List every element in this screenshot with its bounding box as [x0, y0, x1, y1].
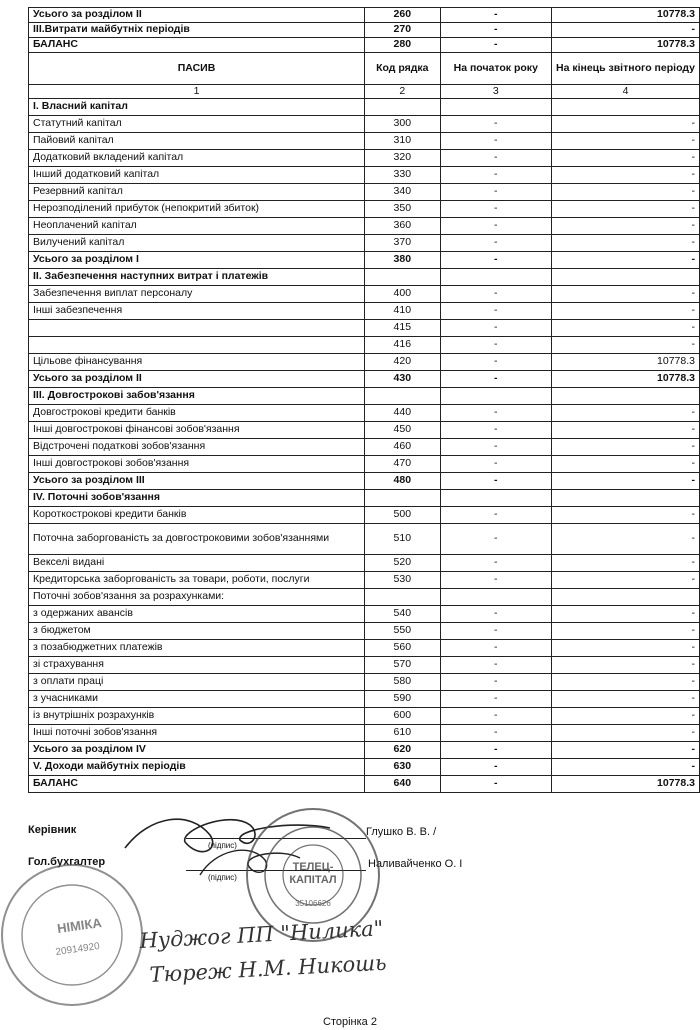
row-start-value: -: [440, 201, 551, 218]
row-start-value: [440, 490, 551, 507]
row-end-value: 10778.3: [551, 38, 699, 53]
table-row: [29, 99, 700, 116]
row-label: Відстрочені податкові зобов'язання: [29, 439, 365, 456]
row-label: Короткострокові кредити банків: [29, 507, 365, 524]
row-label: Статутний капітал: [29, 116, 365, 133]
row-start-value: -: [440, 507, 551, 524]
row-code: 600: [365, 708, 441, 725]
row-start-value: -: [440, 252, 551, 269]
row-code: [365, 99, 441, 116]
row-code: 280: [365, 38, 441, 53]
row-end-value: -: [551, 422, 699, 439]
row-code: 440: [365, 405, 441, 422]
row-code: 520: [365, 555, 441, 572]
row-label: Додатковий вкладений капітал: [29, 150, 365, 167]
column-number-1: 1: [29, 85, 365, 99]
row-label: із внутрішніх розрахунків: [29, 708, 365, 725]
row-code: 410: [365, 303, 441, 320]
row-label: Усього за розділом III: [29, 473, 365, 490]
row-start-value: -: [440, 337, 551, 354]
row-label: з бюджетом: [29, 623, 365, 640]
row-label: Поточні зобов'язання за розрахунками:: [29, 589, 365, 606]
accountant-signature-caption: (підпис): [208, 873, 237, 882]
row-end-value: 10778.3: [551, 776, 699, 793]
row-label: Усього за розділом IV: [29, 742, 365, 759]
row-end-value: -: [551, 303, 699, 320]
svg-text:НІМІКА: НІМІКА: [56, 915, 103, 937]
row-end-value: -: [551, 473, 699, 490]
svg-text:КАПІТАЛ: КАПІТАЛ: [289, 874, 337, 886]
row-code: 470: [365, 456, 441, 473]
row-start-value: -: [440, 133, 551, 150]
row-code: 320: [365, 150, 441, 167]
table-row: [29, 337, 700, 354]
table-row: [29, 524, 700, 555]
row-start-value: -: [440, 116, 551, 133]
row-end-value: [551, 589, 699, 606]
table-row: [29, 623, 700, 640]
column-number-4: 4: [551, 85, 699, 99]
table-row: [29, 371, 700, 388]
table-row: [29, 555, 700, 572]
row-code: 530: [365, 572, 441, 589]
row-end-value: -: [551, 708, 699, 725]
table-row: [29, 184, 700, 201]
column-header-pasyv: ПАСИВ: [29, 53, 365, 85]
row-code: 540: [365, 606, 441, 623]
row-code: 480: [365, 473, 441, 490]
row-start-value: -: [440, 167, 551, 184]
row-end-value: -: [551, 725, 699, 742]
row-end-value: [551, 490, 699, 507]
row-code: [365, 269, 441, 286]
row-end-value: -: [551, 286, 699, 303]
row-end-value: -: [551, 405, 699, 422]
row-start-value: -: [440, 218, 551, 235]
table-row: [29, 38, 700, 53]
row-start-value: -: [440, 725, 551, 742]
row-label: Інші довгострокові зобов'язання: [29, 456, 365, 473]
row-end-value: -: [551, 252, 699, 269]
row-start-value: -: [440, 303, 551, 320]
row-end-value: -: [551, 235, 699, 252]
row-label: Інший додатковий капітал: [29, 167, 365, 184]
row-start-value: -: [440, 674, 551, 691]
row-start-value: [440, 269, 551, 286]
row-end-value: -: [551, 184, 699, 201]
svg-text:ТЕЛЕЦ-: ТЕЛЕЦ-: [292, 861, 334, 873]
row-start-value: -: [440, 184, 551, 201]
row-code: 340: [365, 184, 441, 201]
table-row: [29, 456, 700, 473]
svg-text:20914920: 20914920: [54, 940, 101, 959]
row-end-value: -: [551, 320, 699, 337]
table-row: [29, 303, 700, 320]
table-row: [29, 167, 700, 184]
table-row: [29, 725, 700, 742]
row-end-value: -: [551, 167, 699, 184]
row-code: 420: [365, 354, 441, 371]
row-start-value: -: [440, 708, 551, 725]
row-label: Інші довгострокові фінансові зобов'язання: [29, 422, 365, 439]
table-row: [29, 405, 700, 422]
row-code: 550: [365, 623, 441, 640]
row-label: III.Витрати майбутніх періодів: [29, 23, 365, 38]
row-code: 416: [365, 337, 441, 354]
row-start-value: -: [440, 691, 551, 708]
column-header-start: На початок року: [440, 53, 551, 85]
table-row: [29, 691, 700, 708]
row-start-value: [440, 99, 551, 116]
row-end-value: -: [551, 640, 699, 657]
row-end-value: -: [551, 606, 699, 623]
row-label: [29, 320, 365, 337]
row-end-value: -: [551, 133, 699, 150]
row-label: Неоплачений капітал: [29, 218, 365, 235]
table-row: [29, 235, 700, 252]
table-row: [29, 201, 700, 218]
row-code: 560: [365, 640, 441, 657]
row-code: 430: [365, 371, 441, 388]
row-code: 350: [365, 201, 441, 218]
row-end-value: -: [551, 218, 699, 235]
row-code: 450: [365, 422, 441, 439]
company-stamp-nimika: [2, 865, 142, 1005]
row-start-value: -: [440, 456, 551, 473]
row-code: 640: [365, 776, 441, 793]
row-end-value: -: [551, 116, 699, 133]
row-start-value: -: [440, 572, 551, 589]
table-row: [29, 133, 700, 150]
table-row: [29, 388, 700, 405]
row-start-value: -: [440, 606, 551, 623]
row-end-value: -: [551, 201, 699, 218]
row-label: III. Довгострокові забов'язання: [29, 388, 365, 405]
row-start-value: -: [440, 405, 551, 422]
row-start-value: -: [440, 776, 551, 793]
accountant-name: Наливайченко О. І: [368, 858, 463, 870]
row-start-value: [440, 589, 551, 606]
row-end-value: 10778.3: [551, 354, 699, 371]
row-label: Усього за розділом I: [29, 252, 365, 269]
table-row: [29, 286, 700, 303]
column-header-code: Код рядка: [365, 53, 441, 85]
table-row: [29, 742, 700, 759]
row-end-value: -: [551, 507, 699, 524]
row-label: Векселі видані: [29, 555, 365, 572]
row-start-value: -: [440, 38, 551, 53]
row-code: 460: [365, 439, 441, 456]
row-start-value: -: [440, 23, 551, 38]
row-code: [365, 388, 441, 405]
row-code: 590: [365, 691, 441, 708]
row-end-value: -: [551, 150, 699, 167]
table-row: [29, 8, 700, 23]
row-start-value: -: [440, 524, 551, 555]
row-label: IV. Поточні зобов'язання: [29, 490, 365, 507]
row-code: 610: [365, 725, 441, 742]
row-code: 510: [365, 524, 441, 555]
row-label: [29, 337, 365, 354]
row-end-value: -: [551, 337, 699, 354]
row-start-value: -: [440, 473, 551, 490]
row-end-value: -: [551, 657, 699, 674]
row-label: з оплати праці: [29, 674, 365, 691]
table-row: [29, 439, 700, 456]
row-end-value: -: [551, 759, 699, 776]
row-start-value: [440, 388, 551, 405]
row-code: 360: [365, 218, 441, 235]
row-start-value: -: [440, 371, 551, 388]
row-code: 580: [365, 674, 441, 691]
director-label: Керівник: [28, 824, 77, 836]
director-signature-scribble: [125, 819, 330, 851]
table-row: [29, 116, 700, 133]
table-row: [29, 507, 700, 524]
column-number-3: 3: [440, 85, 551, 99]
accountant-label: Гол.бухгалтер: [28, 856, 106, 868]
row-code: 620: [365, 742, 441, 759]
row-code: 415: [365, 320, 441, 337]
row-end-value: [551, 269, 699, 286]
row-code: 330: [365, 167, 441, 184]
row-end-value: [551, 388, 699, 405]
row-code: 570: [365, 657, 441, 674]
row-label: V. Доходи майбутніх періодів: [29, 759, 365, 776]
row-end-value: -: [551, 555, 699, 572]
row-start-value: -: [440, 623, 551, 640]
row-end-value: [551, 99, 699, 116]
row-start-value: -: [440, 640, 551, 657]
row-end-value: -: [551, 23, 699, 38]
table-row: [29, 473, 700, 490]
table-row: [29, 354, 700, 371]
row-label: I. Власний капітал: [29, 99, 365, 116]
row-code: 380: [365, 252, 441, 269]
row-start-value: -: [440, 555, 551, 572]
row-code: 500: [365, 507, 441, 524]
row-start-value: -: [440, 354, 551, 371]
row-start-value: -: [440, 320, 551, 337]
row-code: 310: [365, 133, 441, 150]
row-end-value: -: [551, 524, 699, 555]
table-row: [29, 320, 700, 337]
table-row: [29, 23, 700, 38]
row-end-value: 10778.3: [551, 371, 699, 388]
table-row: [29, 640, 700, 657]
row-code: 270: [365, 23, 441, 38]
row-code: [365, 589, 441, 606]
row-end-value: -: [551, 623, 699, 640]
stamps-and-signatures: [0, 780, 700, 1010]
row-label: Інші поточні зобов'язання: [29, 725, 365, 742]
table-row: [29, 490, 700, 507]
row-label: Довгострокові кредити банків: [29, 405, 365, 422]
row-label: Цільове фінансування: [29, 354, 365, 371]
column-number-row: [29, 85, 700, 99]
row-code: 260: [365, 8, 441, 23]
row-start-value: -: [440, 422, 551, 439]
page-footer: Сторінка 2: [323, 1016, 377, 1028]
table-row: [29, 759, 700, 776]
table-row: [29, 150, 700, 167]
balance-table: [28, 7, 700, 793]
balance-table-body: [29, 8, 700, 793]
svg-text:35106626: 35106626: [295, 899, 331, 908]
table-row: [29, 269, 700, 286]
row-label: БАЛАНС: [29, 38, 365, 53]
row-label: зі страхування: [29, 657, 365, 674]
row-end-value: -: [551, 691, 699, 708]
column-header-end: На кінець звітного періоду: [551, 53, 699, 85]
row-start-value: -: [440, 8, 551, 23]
table-row: [29, 674, 700, 691]
row-end-value: -: [551, 572, 699, 589]
row-end-value: -: [551, 456, 699, 473]
row-label: Усього за розділом II: [29, 371, 365, 388]
row-label: II. Забезпечення наступних витрат і платежів: [29, 269, 365, 286]
director-name: Глушко В. В. /: [366, 826, 437, 838]
table-row: [29, 657, 700, 674]
column-number-2: 2: [365, 85, 441, 99]
table-row: [29, 422, 700, 439]
row-end-value: 10778.3: [551, 8, 699, 23]
table-row: [29, 572, 700, 589]
table-row: [29, 708, 700, 725]
row-start-value: -: [440, 759, 551, 776]
row-code: 370: [365, 235, 441, 252]
row-label: Резервний капітал: [29, 184, 365, 201]
row-label: Забезпечення виплат персоналу: [29, 286, 365, 303]
row-label: Усього за розділом II: [29, 8, 365, 23]
row-label: з учасниками: [29, 691, 365, 708]
row-start-value: -: [440, 742, 551, 759]
row-label: Пайовий капітал: [29, 133, 365, 150]
row-label: з позабюджетних платежів: [29, 640, 365, 657]
row-label: Інші забезпечення: [29, 303, 365, 320]
row-start-value: -: [440, 235, 551, 252]
svg-text:Тюреж Н.М. Никошь: Тюреж Н.М. Никошь: [149, 950, 388, 987]
row-start-value: -: [440, 439, 551, 456]
row-start-value: -: [440, 286, 551, 303]
svg-text:Нуджог ПП "Нилика": Нуджог ПП "Нилика": [139, 916, 384, 953]
director-signature-caption: (підпис): [208, 841, 237, 850]
row-code: 630: [365, 759, 441, 776]
table-row: [29, 589, 700, 606]
table-row: [29, 606, 700, 623]
row-label: Кредиторська заборгованість за товари, роботи, послуги: [29, 572, 365, 589]
row-end-value: -: [551, 439, 699, 456]
row-label: з одержаних авансів: [29, 606, 365, 623]
row-label: Нерозподілений прибуток (непокритий збиток): [29, 201, 365, 218]
row-label: БАЛАНС: [29, 776, 365, 793]
table-header-row: [29, 53, 700, 85]
row-start-value: -: [440, 150, 551, 167]
row-code: 300: [365, 116, 441, 133]
row-label: Поточна заборгованість за довгостроковими зобов'язаннями: [29, 524, 365, 555]
row-end-value: -: [551, 674, 699, 691]
row-code: 400: [365, 286, 441, 303]
row-label: Вилучений капітал: [29, 235, 365, 252]
row-code: [365, 490, 441, 507]
table-row: [29, 218, 700, 235]
table-row: [29, 252, 700, 269]
row-end-value: -: [551, 742, 699, 759]
row-start-value: -: [440, 657, 551, 674]
